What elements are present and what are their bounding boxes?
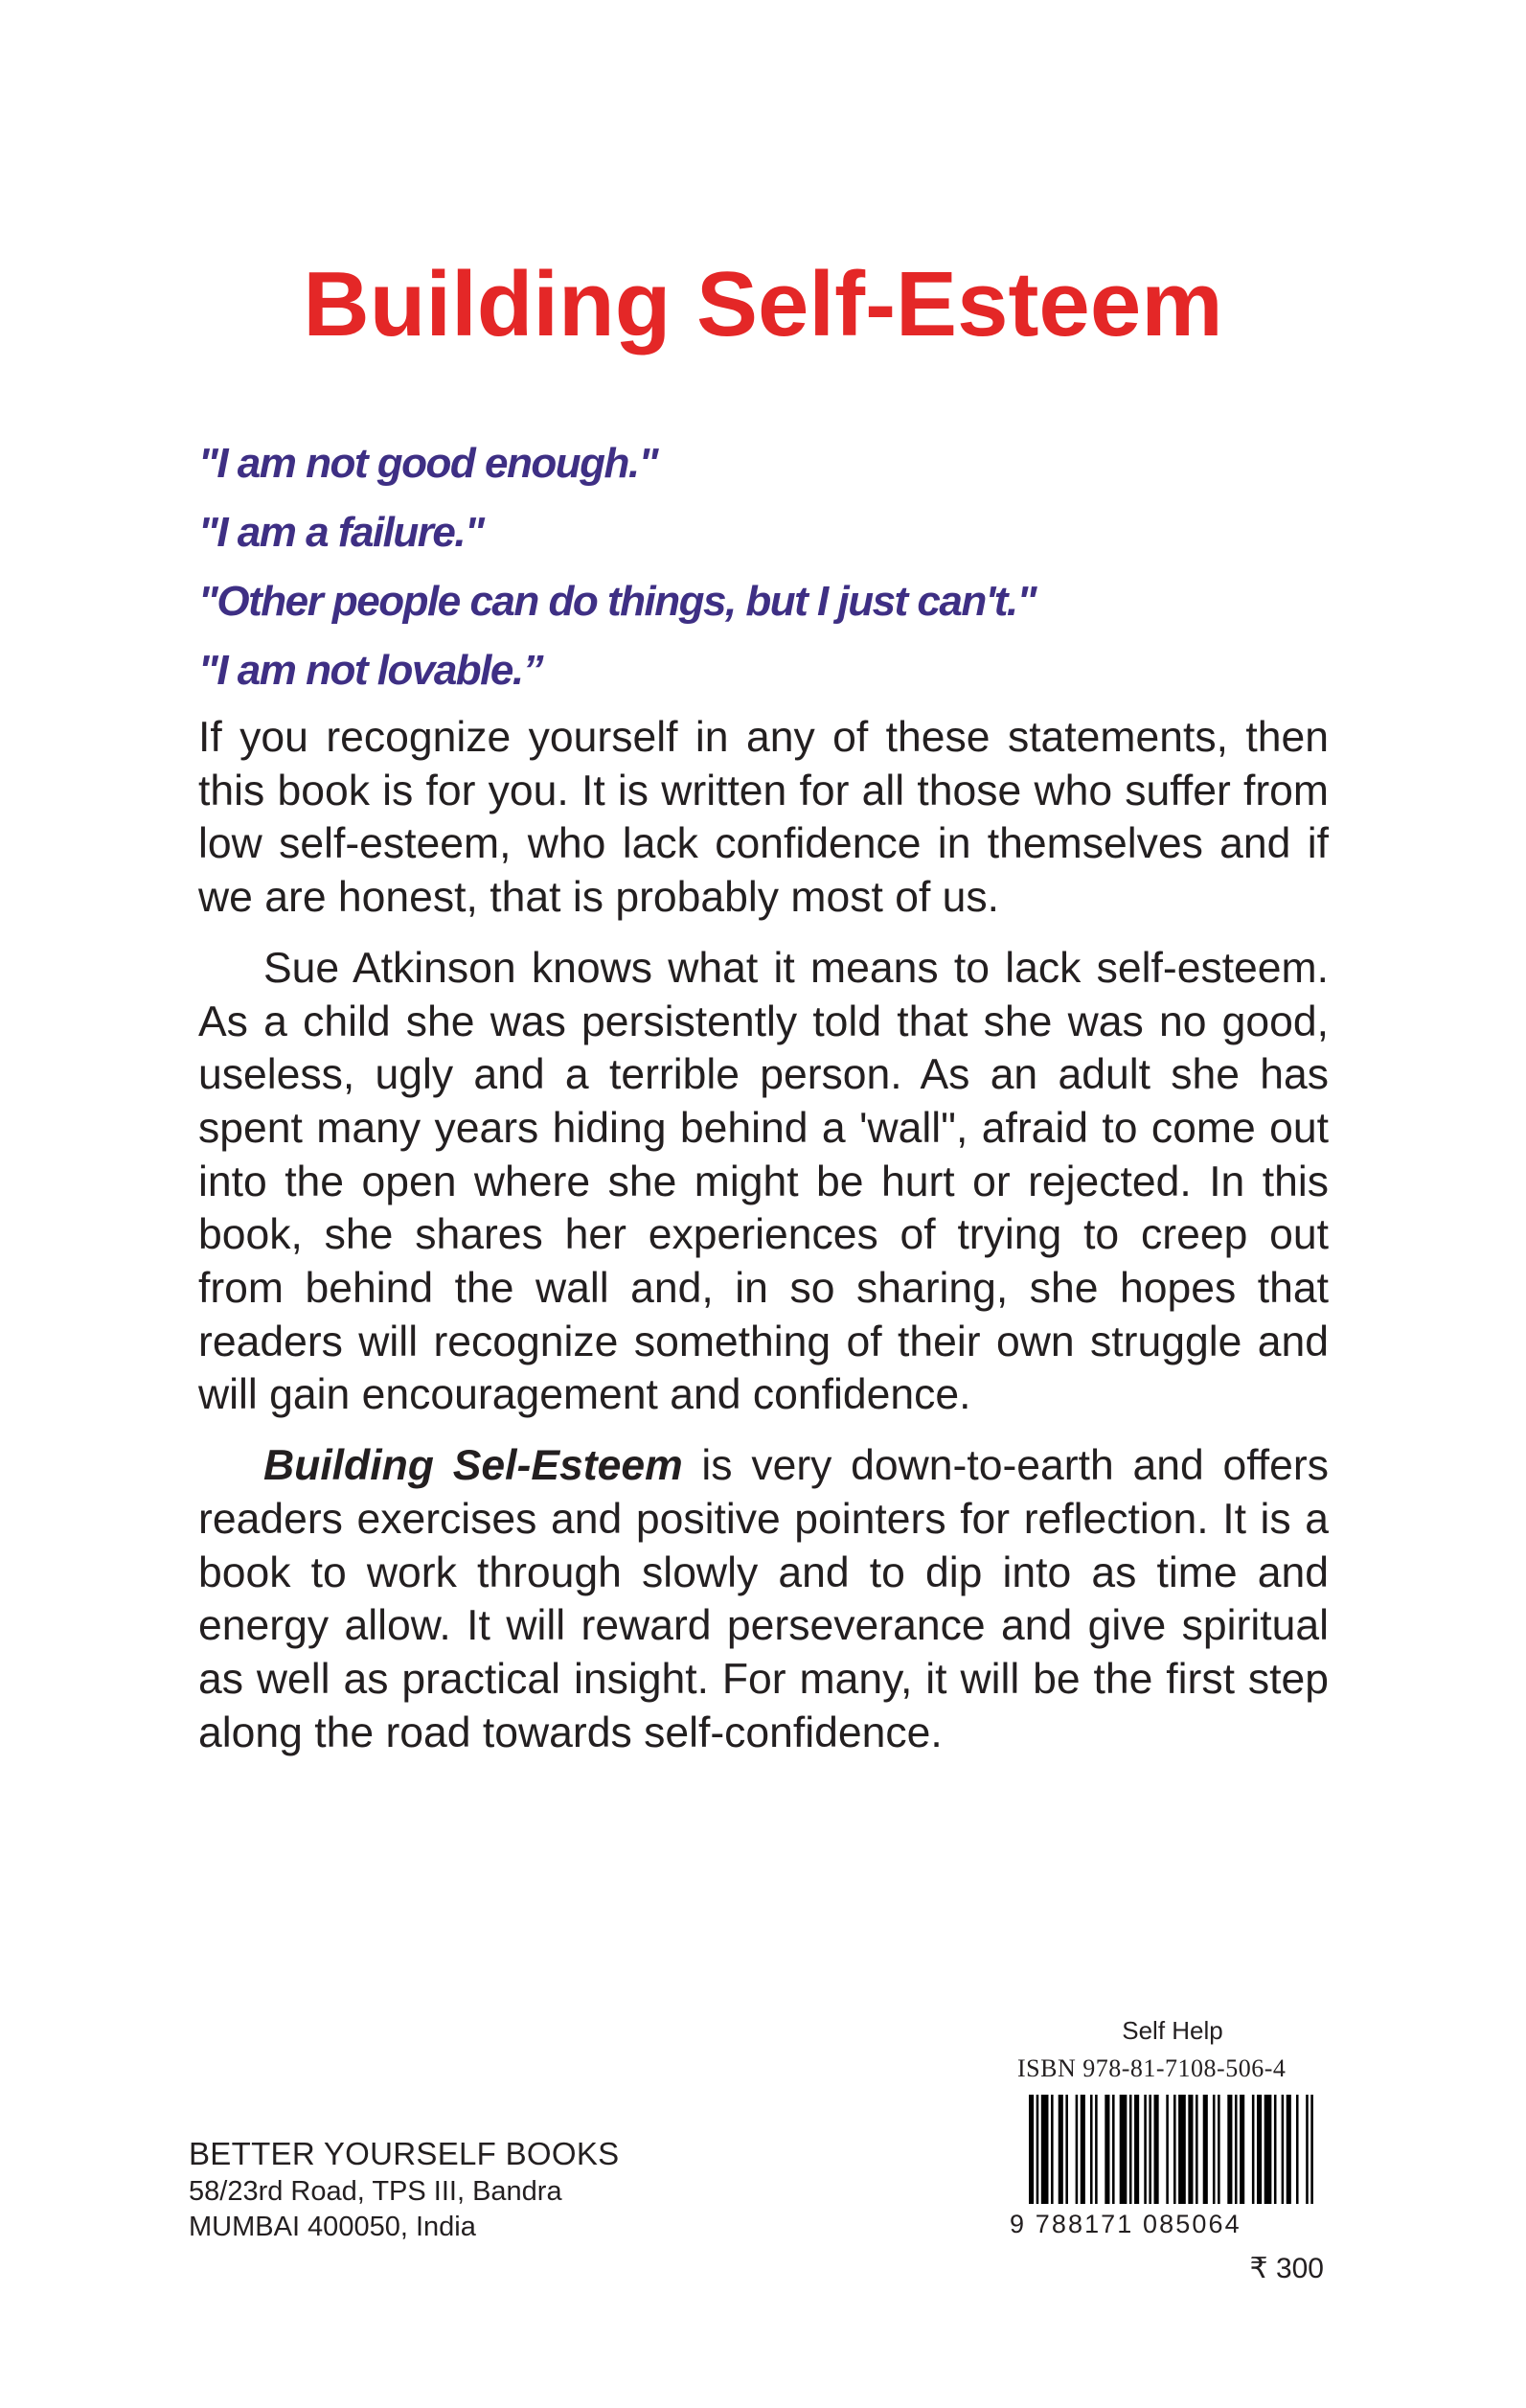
barcode-bar	[1257, 2095, 1262, 2204]
barcode-bar	[1095, 2095, 1098, 2204]
barcode-bar	[1120, 2095, 1127, 2204]
barcode-bar	[1076, 2095, 1079, 2204]
category-label: Self Help	[1122, 2016, 1223, 2045]
barcode-bar	[1282, 2095, 1285, 2204]
quote-item: "I am not good enough."	[198, 440, 657, 487]
barcode-bar	[1235, 2095, 1238, 2204]
barcode-bar	[1029, 2095, 1034, 2204]
barcode-bar	[1203, 2095, 1208, 2204]
barcode-bar	[1112, 2095, 1115, 2204]
price-label: ₹ 300	[1249, 2253, 1324, 2284]
barcode-bar	[1264, 2095, 1272, 2204]
barcode-bar	[1051, 2095, 1054, 2204]
barcode-bar	[1090, 2095, 1093, 2204]
blurb-paragraph-2: Sue Atkinson knows what it means to lack self-esteem. As a child she was persistently told that she was no good, useless, ugly and a terrible person. As an adult she has spent many years hiding behind a 'wall", afraid to come out into the open where she might be hurt or rejected. In this book, she shares her experiences of trying to creep out from behind the wall and, in so sharing, she hopes that readers will recognize something of their own struggle and will gain encouragement and confidence.	[198, 944, 1329, 1419]
barcode-bar	[1218, 2095, 1220, 2204]
barcode-bar	[1065, 2095, 1068, 2204]
barcode-bar	[1036, 2095, 1039, 2204]
blurb-body	[198, 711, 1329, 1777]
quote-item: "I am not lovable.”	[198, 647, 543, 694]
publisher-address-line-2: MUMBAI 400050, India	[189, 2212, 476, 2242]
barcode-bar	[1196, 2095, 1198, 2204]
barcode-bar	[1173, 2095, 1176, 2204]
barcode-bar	[1154, 2095, 1159, 2204]
quote-list	[198, 429, 1348, 705]
blurb-paragraph-3	[198, 1439, 1329, 1759]
barcode-bar	[1134, 2095, 1139, 2204]
barcode-bar	[1240, 2095, 1244, 2204]
publisher-info	[189, 2134, 619, 2245]
quote-item: "I am a failure."	[198, 509, 484, 556]
barcode-digits: 9 788171 085064	[1010, 2210, 1241, 2238]
barcode-bar	[1296, 2095, 1299, 2204]
book-title: Building Self-Esteem	[303, 253, 1223, 355]
barcode-bar	[1252, 2095, 1255, 2204]
barcode-bar	[1213, 2095, 1216, 2204]
barcode-bar	[1306, 2095, 1309, 2204]
isbn-text: ISBN 978-81-7108-506-4	[1017, 2054, 1287, 2082]
barcode-bar	[1129, 2095, 1132, 2204]
barcode-bar	[1287, 2095, 1291, 2204]
publisher-name: BETTER YOURSELF BOOKS	[189, 2136, 620, 2171]
barcode-bar	[1081, 2095, 1085, 2204]
barcode-bar	[1310, 2095, 1313, 2204]
publisher-address-line-1: 58/23rd Road, TPS III, Bandra	[189, 2176, 562, 2207]
blurb-paragraph-3-text: is very down-to-earth and offers readers exercises and positive pointers for reflection. It is a book to work through slowly and to dip into as time and energy allow. It will reward perseverance and give spiritual as well as practical insight. For many, it will be the first step along the road towards self-confidence.	[198, 1442, 1329, 1756]
barcode-bar	[1041, 2095, 1049, 2204]
barcode-bar	[1178, 2095, 1186, 2204]
barcode-bar	[1227, 2095, 1232, 2204]
barcode-bar	[1144, 2095, 1147, 2204]
barcode-bar	[1166, 2095, 1169, 2204]
barcode-bar	[1059, 2095, 1063, 2204]
barcode-bar	[1274, 2095, 1277, 2204]
barcode-image	[1029, 2095, 1318, 2204]
barcode-bar	[1105, 2095, 1109, 2204]
book-title-emphasis: Building Sel-Esteem	[263, 1442, 683, 1490]
barcode-bar	[1149, 2095, 1151, 2204]
quote-item: "Other people can do things, but I just can't."	[198, 578, 1036, 625]
barcode-block	[1006, 2012, 1332, 2290]
barcode-bar	[1188, 2095, 1193, 2204]
blurb-paragraph-1: If you recognize yourself in any of these statements, then this book is for you. It is written for all those who suffer from low self-esteem, who lack confidence in themselves and if we are honest, that is probably most of us.	[198, 714, 1329, 922]
